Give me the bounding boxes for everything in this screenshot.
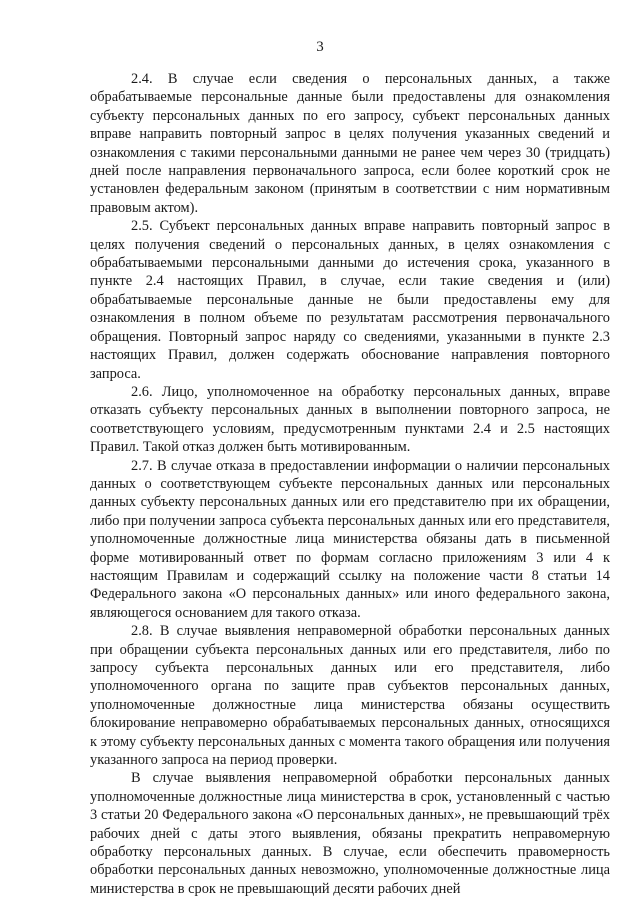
paragraph-2-7: 2.7. В случае отказа в предоставлении информации о наличии персональных данных о соответствующем субъекте персональных данных или персональных данных субъекту персональных данных или его представителю при их обращении, либо при получении запроса субъекта персональных данных или его представителя, уполномоченные должностные лица министерства обязаны дать в письменной форме мотивированный ответ по формам согласно приложениям 3 или 4 к настоящим Правилам и содержащий ссылку на положение части 8 статьи 14 Федерального закона «О персональных данных» или иного федерального закона, являющегося основанием для такого отказа. [90,457,610,621]
paragraph-2-8: 2.8. В случае выявления неправомерной обработки персональных данных при обращении субъекта персональных данных или его представителя, либо по запросу субъекта персональных данных или его представителя, либо уполномоченного органа по защите прав субъектов персональных данных, уполномоченные должностные лица министерства обязаны осуществить блокирование неправомерно обрабатываемых персональных данных, относящихся к этому субъекту персональных данных с момента такого обращения или получения указанного запроса на период проверки. [90,623,610,769]
document-body [90,70,610,898]
paragraph-2-5: 2.5. Субъект персональных данных вправе направить повторный запрос в целях получения сведений о персональных данных, в целях ознакомления с обрабатываемыми персональными данными до истечения срока, указанного в пункте 2.4 настоящих Правил, в случае, если такие сведения и (или) обрабатываемые персональные данные не были предоставлены ему для ознакомления в полном объеме по результатам рассмотрения первоначального обращения. Повторный запрос наряду со сведениями, указанными в пункте 2.3 настоящих Правил, должен содержать обоснование направления повторного запроса. [90,218,610,382]
paragraph-2-4: 2.4. В случае если сведения о персональных данных, а также обрабатываемые персональные данные были предоставлены для ознакомления субъекту персональных данных по его запросу, субъект персональных данных вправе направить повторный запрос в целях получения указанных сведений и ознакомления с такими персональными данными не ранее чем через 30 (тридцать) дней после направления первоначального запроса, если более короткий срок не установлен федеральным законом (принятым в соответствии с ним нормативным правовым актом). [90,71,610,216]
page-number: 3 [316,39,324,55]
paragraph-2-8-continuation: В случае выявления неправомерной обработки персональных данных уполномоченные должностные лица министерства в срок, установленный с частью 3 статьи 20 Федерального закона «О персональных данных», не превышающий трёх рабочих дней с даты этого выявления, обязаны прекратить неправомерную обработку персональных данных. В случае, если обеспечить правомерность обработки персональных данных невозможно, уполномоченные должностные лица министерства в срок не превышающий десяти рабочих дней [90,770,610,897]
paragraph-2-6: 2.6. Лицо, уполномоченное на обработку персональных данных, вправе отказать субъекту персональных данных в выполнении повторного запроса, не соответствующего условиям, предусмотренным пунктами 2.4 и 2.5 настоящих Правил. Такой отказ должен быть мотивированным. [90,383,610,456]
